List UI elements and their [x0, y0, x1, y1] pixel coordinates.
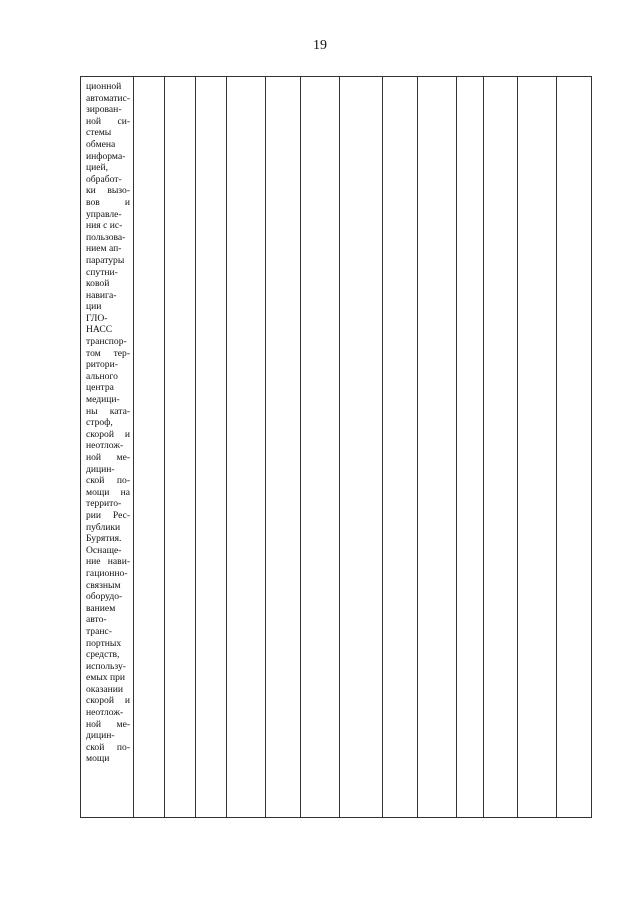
description-text	[86, 81, 130, 765]
text-line: Оснаще-	[86, 544, 122, 556]
empty-cell	[266, 77, 301, 818]
text-line: дицин-	[86, 463, 115, 475]
text-line: емых при	[86, 672, 126, 684]
text-line: паратуры	[86, 254, 125, 266]
text-line: ской по-	[86, 741, 131, 753]
text-line: рии Рес-	[86, 509, 131, 521]
empty-cell	[484, 77, 518, 818]
text-line: ального	[86, 370, 118, 382]
text-line: скорой и	[86, 695, 131, 707]
text-line: ной ме-	[86, 452, 131, 463]
empty-cell	[340, 77, 383, 818]
text-line: ции	[86, 301, 102, 313]
empty-cell	[457, 77, 484, 818]
text-line: ГЛО-	[86, 312, 108, 324]
table-row	[81, 77, 592, 818]
text-line: спутни-	[86, 266, 118, 278]
text-line: гационно-	[86, 567, 128, 579]
text-line: центра	[86, 382, 114, 394]
text-line: использу-	[86, 660, 126, 672]
empty-cell	[418, 77, 457, 818]
text-line: оказании	[86, 683, 124, 695]
text-line: цией,	[86, 162, 109, 174]
text-line: стемы	[86, 127, 112, 139]
text-line: террито-	[86, 498, 122, 510]
text-line: ритори-	[86, 359, 118, 371]
text-line: информа-	[86, 150, 126, 162]
empty-cell	[165, 77, 196, 818]
empty-cell	[518, 77, 557, 818]
text-line: дицин-	[86, 730, 115, 742]
text-line: авто-	[86, 614, 107, 626]
text-line: ния с ис-	[86, 220, 123, 232]
text-line: автоматиc-	[86, 92, 131, 104]
text-line: медици-	[86, 394, 120, 406]
text-line: скорой и	[86, 428, 131, 440]
text-line: оборудо-	[86, 591, 123, 603]
text-line: управле-	[86, 208, 122, 220]
text-line: средств,	[86, 649, 120, 661]
data-table	[80, 76, 592, 818]
text-line: публики	[86, 521, 121, 533]
text-line: том тер-	[86, 347, 131, 359]
text-line: вов и	[86, 196, 131, 208]
empty-cell	[196, 77, 227, 818]
text-line: НАСС	[86, 324, 113, 336]
text-line: пользова-	[86, 231, 126, 243]
text-line: ской по-	[86, 475, 131, 487]
empty-cell	[227, 77, 266, 818]
text-line: мощи на	[86, 486, 131, 498]
text-line: ционной	[86, 81, 122, 92]
empty-cell	[134, 77, 165, 818]
text-line: ной ме-	[86, 718, 131, 730]
text-line: ки вызо-	[86, 185, 131, 197]
empty-cell	[301, 77, 340, 818]
text-line: связным	[86, 579, 121, 591]
text-line: нием ап-	[86, 243, 122, 255]
text-line: зирован-	[86, 104, 122, 116]
text-line: ковой	[86, 278, 110, 290]
text-line: Бурятия.	[86, 533, 122, 545]
text-line: ние нави-	[86, 556, 131, 568]
text-line: неотлож-	[86, 707, 124, 719]
text-line: обмена	[86, 138, 116, 150]
text-line: неотлож-	[86, 440, 124, 452]
text-line: транс-	[86, 625, 112, 637]
text-line: транспор-	[86, 336, 127, 348]
text-line: ванием	[86, 602, 116, 614]
empty-cell	[383, 77, 418, 818]
text-line: ной си-	[86, 115, 131, 127]
empty-cell	[557, 77, 592, 818]
description-cell	[81, 77, 134, 818]
text-line: навига-	[86, 289, 117, 301]
text-line: ны ката-	[86, 405, 131, 417]
text-line: обработ-	[86, 173, 122, 185]
page-number: 19	[313, 38, 327, 53]
text-line: строф,	[86, 417, 113, 429]
text-line: мощи	[86, 753, 110, 765]
text-line: портных	[86, 637, 122, 649]
